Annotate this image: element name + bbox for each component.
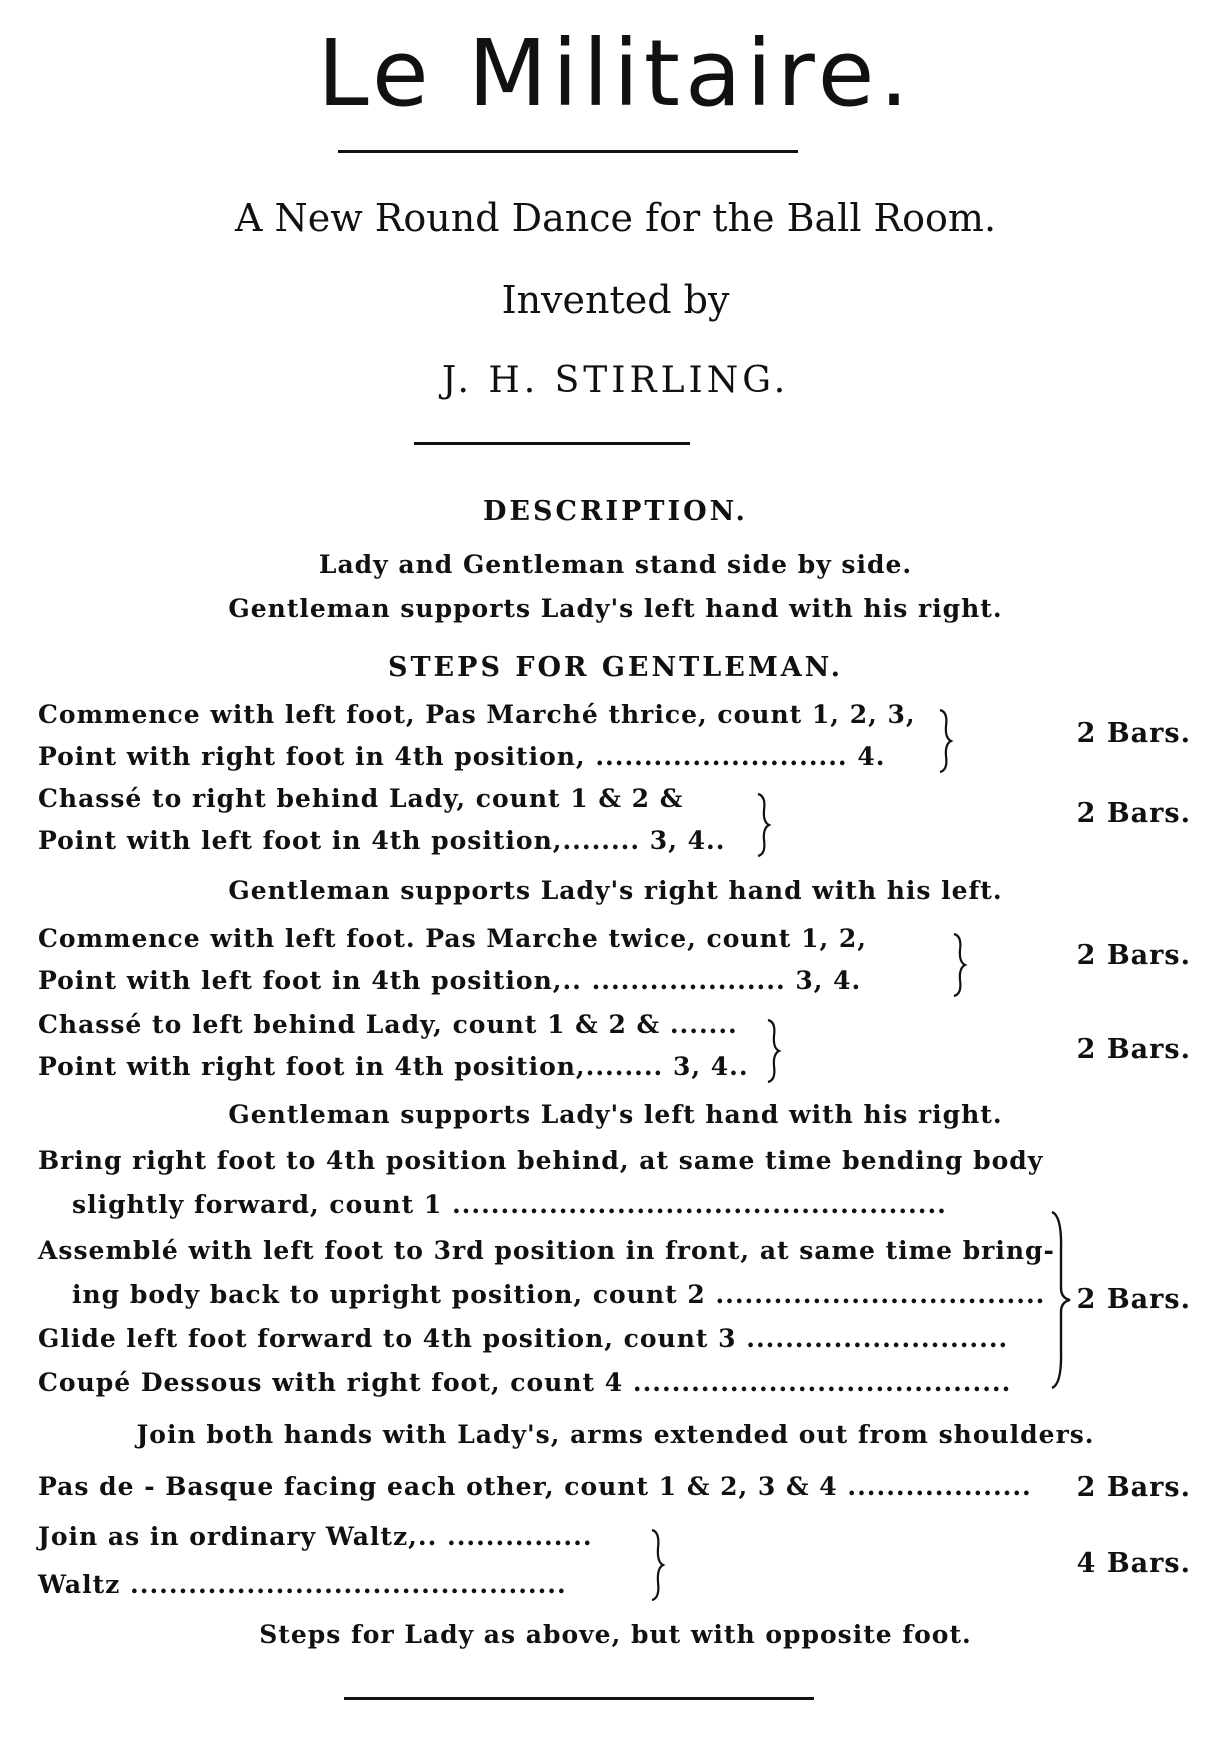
step-line: Point with right foot in 4th position,........ 3, 4.. bbox=[38, 1052, 749, 1081]
step-line: Point with left foot in 4th position,.. .................... 3, 4. bbox=[38, 966, 862, 995]
step-line: Assemblé with left foot to 3rd position in front, at same time bring- bbox=[38, 1236, 1055, 1265]
step-line: Coupé Dessous with right foot, count 4 ....................................... bbox=[38, 1368, 1012, 1397]
brace-icon bbox=[756, 792, 772, 858]
brace-icon bbox=[766, 1018, 782, 1084]
author-divider bbox=[414, 442, 690, 445]
page-title: Le Militaire. bbox=[317, 20, 914, 127]
invented-by: Invented by bbox=[501, 278, 730, 322]
step-line: Bring right foot to 4th position behind, at same time bending body bbox=[38, 1146, 1044, 1175]
brace-icon bbox=[650, 1528, 666, 1602]
note-line: Gentleman supports Lady's left hand with his right. bbox=[228, 1100, 1003, 1129]
footer-divider bbox=[344, 1697, 814, 1700]
closing-note: Steps for Lady as above, but with opposite foot. bbox=[259, 1620, 972, 1649]
intro-line-1: Lady and Gentleman stand side by side. bbox=[318, 550, 913, 579]
description-heading: DESCRIPTION. bbox=[483, 496, 748, 527]
bars-count: 2 Bars. bbox=[1076, 1472, 1191, 1503]
bars-count: 2 Bars. bbox=[1076, 798, 1191, 829]
title-divider bbox=[338, 150, 798, 153]
step-line: Pas de - Basque facing each other, count 1 & 2, 3 & 4 ................... bbox=[38, 1472, 1032, 1501]
note-line: Join both hands with Lady's, arms extended out from shoulders. bbox=[136, 1420, 1095, 1449]
subtitle: A New Round Dance for the Ball Room. bbox=[234, 196, 997, 240]
author: J. H. STIRLING. bbox=[441, 360, 790, 401]
step-line: slightly forward, count 1 ................................................... bbox=[72, 1190, 947, 1219]
note-line: Gentleman supports Lady's right hand with his left. bbox=[228, 876, 1003, 905]
step-line: Point with right foot in 4th position, .......................... 4. bbox=[38, 742, 886, 771]
step-line: Point with left foot in 4th position,........ 3, 4.. bbox=[38, 826, 726, 855]
bars-count: 2 Bars. bbox=[1076, 718, 1191, 749]
bars-count: 2 Bars. bbox=[1076, 940, 1191, 971]
brace-icon bbox=[952, 932, 968, 998]
step-line: Chassé to right behind Lady, count 1 & 2 & bbox=[38, 784, 684, 813]
step-line: Commence with left foot. Pas Marche twice, count 1, 2, bbox=[38, 924, 867, 953]
step-line: Chassé to left behind Lady, count 1 & 2 & ....... bbox=[38, 1010, 738, 1039]
bars-count: 2 Bars. bbox=[1076, 1034, 1191, 1065]
brace-icon bbox=[1050, 1210, 1072, 1390]
intro-line-2: Gentleman supports Lady's left hand with his right. bbox=[228, 594, 1003, 623]
step-line: Commence with left foot, Pas Marché thrice, count 1, 2, 3, bbox=[38, 700, 916, 729]
bars-count: 2 Bars. bbox=[1076, 1284, 1191, 1315]
step-line: Waltz ............................................. bbox=[38, 1570, 567, 1599]
step-line: Join as in ordinary Waltz,.. ............... bbox=[38, 1522, 593, 1551]
steps-heading: STEPS FOR GENTLEMAN. bbox=[387, 652, 844, 683]
step-line: Glide left foot forward to 4th position, count 3 ........................... bbox=[38, 1324, 1009, 1353]
brace-icon bbox=[938, 708, 954, 774]
bars-count: 4 Bars. bbox=[1076, 1548, 1191, 1579]
step-line: ing body back to upright position, count 2 .................................. bbox=[72, 1280, 1046, 1309]
